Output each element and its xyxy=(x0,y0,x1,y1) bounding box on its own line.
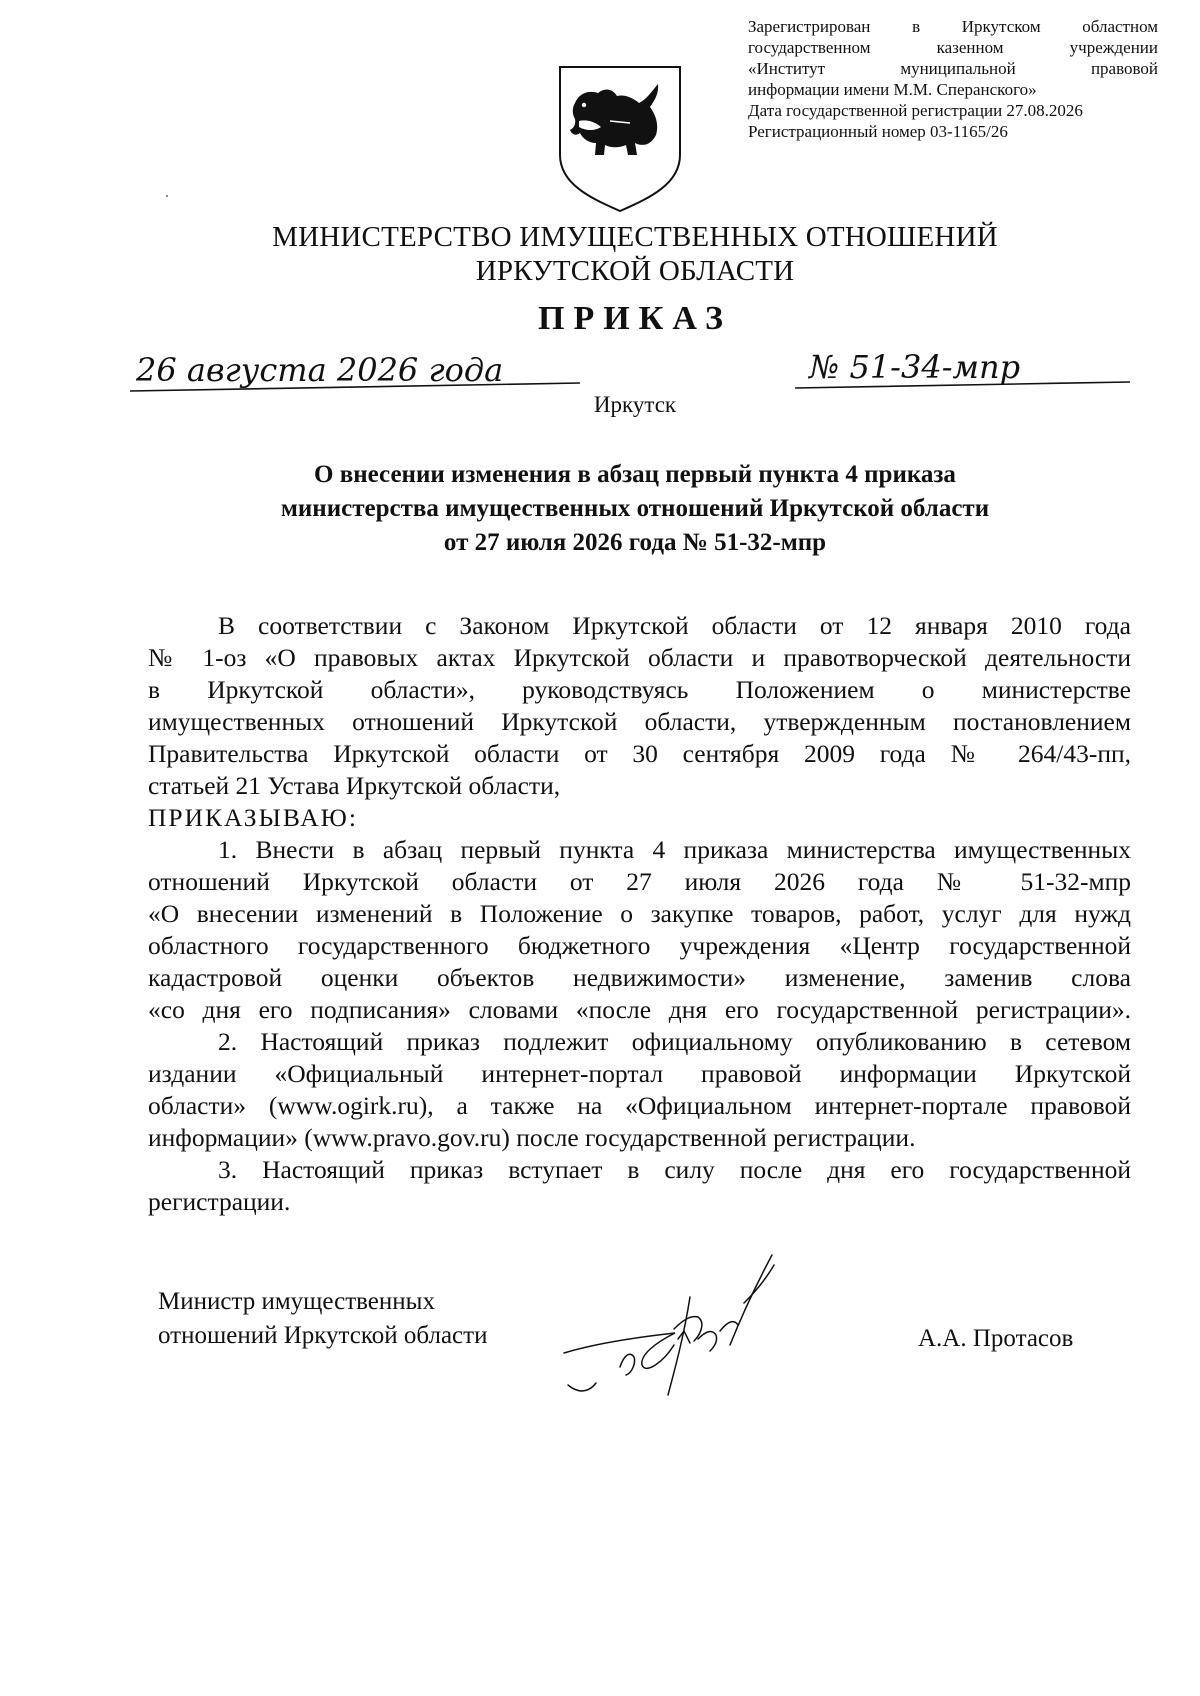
body-line: № 1-оз «О правовых актах Иркутской области и правотворческой деятельности xyxy=(148,643,1131,672)
order-title: ПРИКАЗ xyxy=(538,300,732,337)
registration-stamp xyxy=(748,16,1158,142)
body-line: имущественных отношений Иркутской области, утвержденным постановлением xyxy=(148,707,1131,736)
signatory-position xyxy=(158,1285,487,1353)
registration-line: государственном казенном учреждении xyxy=(748,38,1158,57)
body-line: «со дня его подписания» словами «после дня его государственной регистрации». xyxy=(148,995,1131,1024)
handwritten-date-text: 26 августа 2026 года xyxy=(136,351,504,389)
order-heading xyxy=(150,458,1120,560)
order-directive: ПРИКАЗЫВАЮ: xyxy=(148,803,358,832)
body-line: статьей 21 Устава Иркутской области, xyxy=(148,771,561,800)
body-line: «О внесении изменений в Положение о закупке товаров, работ, услуг для нужд xyxy=(148,899,1131,928)
city-name: Иркутск xyxy=(593,392,677,417)
registration-line: Дата государственной регистрации 27.08.2026 xyxy=(748,101,1083,120)
ministry-name xyxy=(0,220,1200,288)
body-line: 3. Настоящий приказ вступает в силу после дня его государственной xyxy=(218,1155,1131,1184)
body-line: информации» (www.pravo.gov.ru) после государственной регистрации. xyxy=(148,1123,916,1152)
body-line: областного государственного бюджетного учреждения «Центр государственной xyxy=(148,931,1131,960)
body-line: 1. Внести в абзац первый пункта 4 приказа министерства имущественных xyxy=(218,835,1131,864)
handwritten-signature xyxy=(560,1235,820,1405)
order-heading-line: министерства имущественных отношений Иркутской области xyxy=(280,495,990,522)
body-line: издании «Официальный интернет-портал правовой информации Иркутской xyxy=(148,1059,1131,1088)
order-heading-line: от 27 июля 2026 года № 51-32-мпр xyxy=(443,529,827,556)
body-line: Правительства Иркутской области от 30 сентября 2009 года № 264/43-пп, xyxy=(148,739,1131,768)
signatory-position-line: отношений Иркутской области xyxy=(158,1322,488,1349)
body-line: 2. Настоящий приказ подлежит официальному опубликованию в сетевом xyxy=(218,1027,1131,1056)
registration-line: информации имени М.М. Сперанского» xyxy=(748,80,1037,99)
body-line: в Иркутской области», руководствуясь Положением о министерстве xyxy=(148,675,1131,704)
signatory-name: А.А. Протасов xyxy=(918,1325,1074,1352)
scan-speck xyxy=(166,195,168,197)
handwritten-number-text: № 51-34-мпр xyxy=(809,348,1021,386)
registration-line: «Институт муниципальной правовой xyxy=(748,59,1158,78)
body-line: отношений Иркутской области от 27 июля 2026 года № 51-32-мпр xyxy=(148,867,1131,896)
registration-line: Регистрационный номер 03-1165/26 xyxy=(748,122,1008,141)
body-line: кадастровой оценки объектов недвижимости» изменение, заменив слова xyxy=(148,963,1131,992)
registration-line: Зарегистрирован в Иркутском областном xyxy=(748,17,1158,36)
coat-of-arms-icon xyxy=(555,63,685,213)
order-heading-line: О внесении изменения в абзац первый пункта 4 приказа xyxy=(314,461,956,488)
signatory-position-line: Министр имущественных xyxy=(158,1288,435,1315)
body-line: области» (www.ogirk.ru), а также на «Официальном интернет-портале правовой xyxy=(148,1091,1131,1120)
order-body xyxy=(148,610,1131,1218)
body-line: регистрации. xyxy=(148,1187,291,1216)
ministry-name-line2: ИРКУТСКОЙ ОБЛАСТИ xyxy=(475,255,795,287)
body-line: В соответствии с Законом Иркутской области от 12 января 2010 года xyxy=(218,611,1131,640)
ministry-name-line1: МИНИСТЕРСТВО ИМУЩЕСТВЕННЫХ ОТНОШЕНИЙ xyxy=(272,221,998,253)
